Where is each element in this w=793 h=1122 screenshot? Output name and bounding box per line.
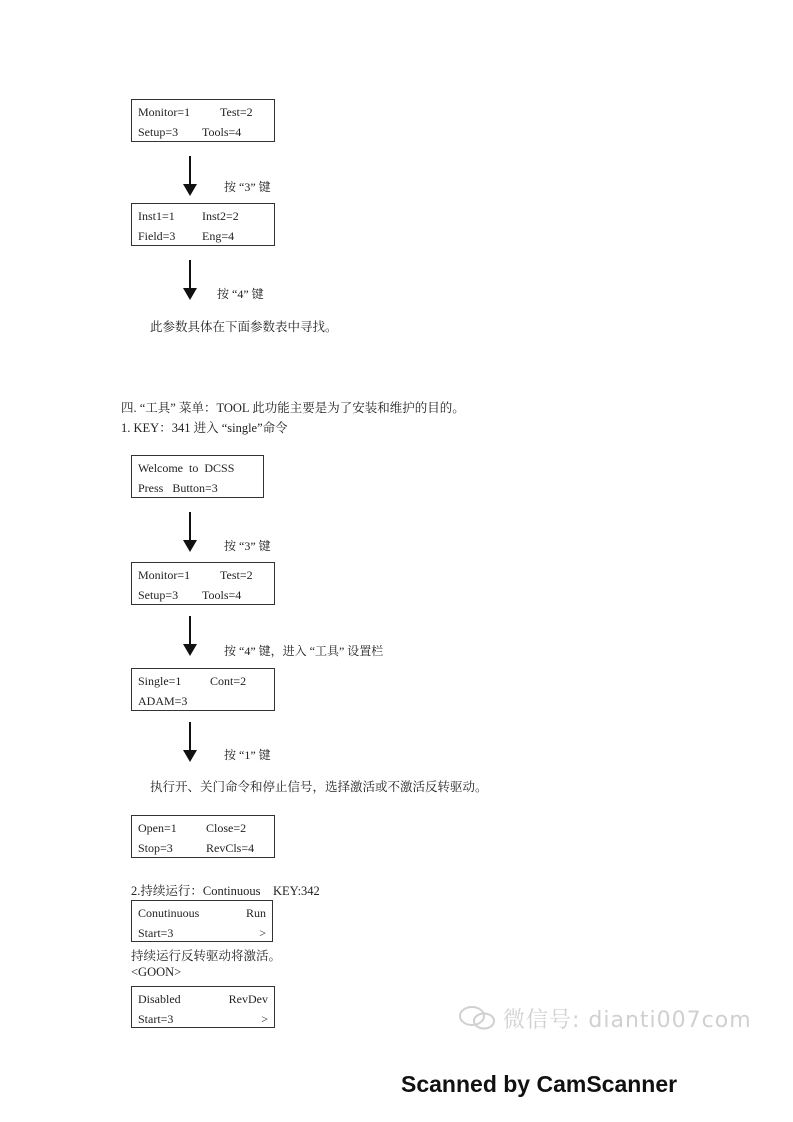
screen-text: Stop=3 (138, 841, 173, 855)
screen-text: Single=1 (138, 674, 182, 688)
lcd-screen-continuous (131, 900, 273, 942)
down-arrow-icon (183, 260, 197, 300)
lcd-screen-welcome (131, 455, 264, 498)
wechat-icon (457, 1004, 497, 1032)
down-arrow-icon (183, 512, 197, 552)
screen-text: Run (245, 906, 266, 920)
screen-text: Disabled (138, 992, 181, 1006)
screen-text: Welcome to DCSS (138, 461, 235, 475)
lcd-screen-goon (131, 986, 275, 1028)
lcd-screen-tools-menu (131, 668, 275, 711)
paragraph: 持续运行反转驱动将激活。 (131, 949, 282, 963)
screen-text: Inst2=2 (202, 209, 239, 223)
screen-text: RevCls=4 (206, 841, 255, 855)
screen-text: Press Button=3 (138, 481, 218, 495)
screen-text: Monitor=1 (138, 105, 191, 119)
lcd-screen-setup-menu (131, 203, 275, 246)
paragraph: 1. KEY：341 进入 “single”命令 (121, 421, 288, 435)
scanner-footer: Scanned by CamScanner (401, 1071, 678, 1097)
screen-text: Tools=4 (202, 588, 242, 602)
screen-text: Test=2 (220, 105, 253, 119)
screen-text: Cont=2 (210, 674, 247, 688)
screen-text: Setup=3 (138, 588, 179, 602)
screen-text: Conutinuous (138, 906, 200, 920)
paragraph: <GOON> (131, 965, 182, 979)
down-arrow-icon (183, 722, 197, 762)
screen-text: Inst1=1 (138, 209, 175, 223)
screen-text: Start=3 (138, 1012, 174, 1026)
screen-text: Start=3 (138, 926, 174, 940)
screen-text: RevDev (228, 992, 268, 1006)
lcd-screen-main-menu (131, 99, 275, 142)
section-heading: 2.持续运行：Continuous KEY:342 (131, 884, 320, 898)
screen-text: ADAM=3 (138, 694, 188, 708)
screen-text: Eng=4 (202, 229, 235, 243)
step-note: 按 “4” 键 (217, 287, 264, 301)
screen-text: Setup=3 (138, 125, 179, 139)
down-arrow-icon (183, 616, 197, 656)
screen-text: > (261, 1012, 268, 1026)
screen-text: Close=2 (206, 821, 247, 835)
section-heading: 四. “工具” 菜单：TOOL 此功能主要是为了安装和维护的目的。 (121, 401, 465, 415)
paragraph: 执行开、关门命令和停止信号，选择激活或不激活反转驱动。 (150, 780, 488, 794)
screen-text: Tools=4 (202, 125, 242, 139)
watermark-text: 微信号: dianti007com (503, 1008, 752, 1033)
step-note: 按 “3” 键 (224, 180, 271, 194)
screen-text: Open=1 (138, 821, 177, 835)
step-note: 按 “4” 键，进入 “工具” 设置栏 (224, 644, 384, 658)
down-arrow-icon (183, 156, 197, 196)
screen-text: Field=3 (138, 229, 176, 243)
step-note: 按 “3” 键 (224, 539, 271, 553)
screen-text: > (259, 926, 266, 940)
paragraph: 此参数具体在下面参数表中寻找。 (150, 320, 338, 334)
step-note: 按 “1” 键 (224, 748, 271, 762)
lcd-screen-single-menu (131, 815, 275, 858)
lcd-screen-main-menu (131, 562, 275, 605)
screen-text: Test=2 (220, 568, 253, 582)
screen-text: Monitor=1 (138, 568, 191, 582)
